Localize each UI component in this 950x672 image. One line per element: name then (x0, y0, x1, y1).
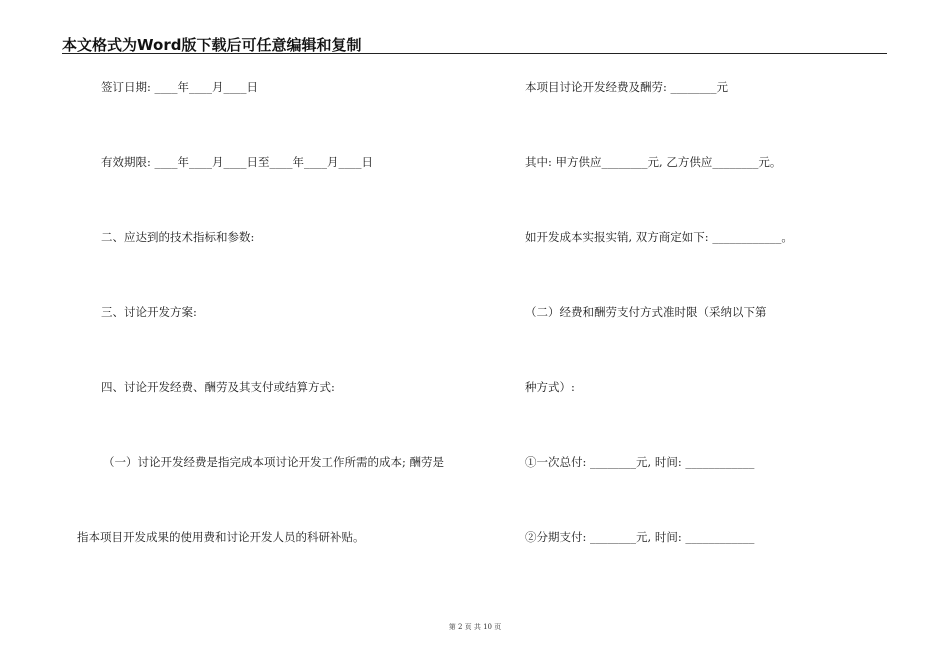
payment-method-heading-line-one: （二）经费和酬劳支付方式准时限（采纳以下第 (525, 305, 767, 319)
lump-sum-payment-line: ①一次总付: ________元, 时间: ____________ (525, 455, 755, 469)
header-divider (62, 53, 887, 54)
validity-period-line: 有效期限: ____年____月____日至____年____月____日 (101, 155, 374, 169)
paragraph-one-line-one: （一）讨论开发经费是指完成本项讨论开发工作所需的成本; 酬劳是 (103, 455, 445, 469)
section-three-heading: 三、讨论开发方案: (101, 305, 197, 319)
page-number-footer: 第 2 页 共 10 页 (448, 623, 502, 631)
reimbursement-line: 如开发成本实报实销, 双方商定如下: ____________。 (525, 230, 793, 244)
section-two-heading: 二、应达到的技术指标和参数: (101, 230, 255, 244)
total-funding-line: 本项目讨论开发经费及酬劳: ________元 (525, 80, 729, 94)
section-four-heading: 四、讨论开发经费、酬劳及其支付或结算方式: (101, 380, 335, 394)
payment-method-heading-line-two: 种方式）: (525, 380, 575, 394)
party-contribution-line: 其中: 甲方供应________元, 乙方供应________元。 (525, 155, 782, 169)
document-header-title: 本文格式为Word版下载后可任意编辑和复制 (62, 36, 362, 54)
installment-payment-line: ②分期支付: ________元, 时间: ____________ (525, 530, 755, 544)
paragraph-one-line-two: 指本项目开发成果的使用费和讨论开发人员的科研补贴。 (77, 530, 365, 544)
signing-date-line: 签订日期: ____年____月____日 (101, 80, 259, 94)
